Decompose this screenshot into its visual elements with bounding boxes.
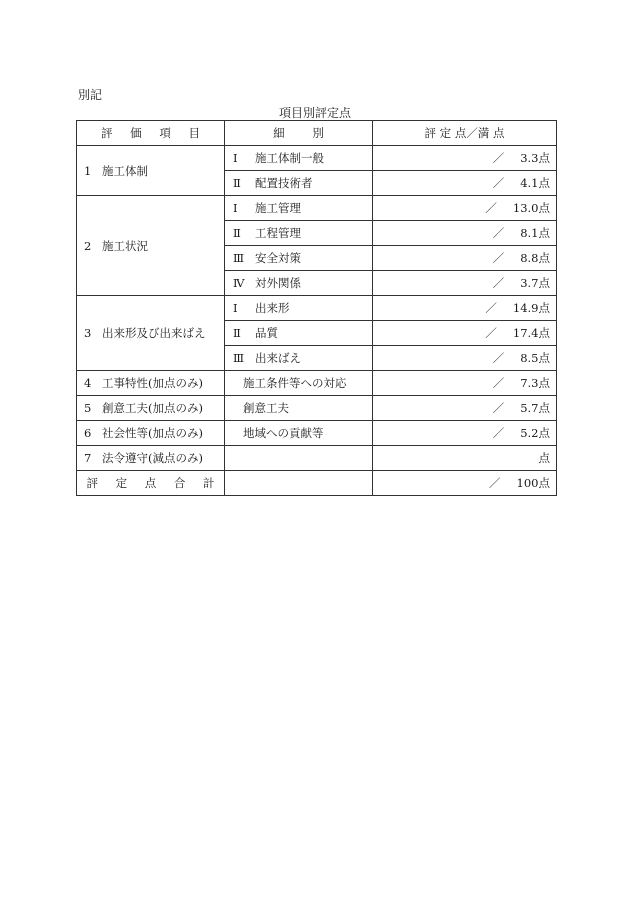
score-points: 13.0点: [512, 201, 550, 215]
score-points: 5.7点: [520, 401, 550, 415]
score-cell: [373, 296, 557, 321]
detail-label: 配置技術者: [255, 176, 313, 190]
total-label: 評 定 点 合 計: [77, 471, 225, 496]
roman-numeral: Ⅱ: [233, 326, 241, 340]
roman-numeral: Ⅳ: [233, 276, 245, 290]
total-points: 100点: [516, 476, 550, 490]
detail-label: 安全対策: [255, 251, 301, 265]
table-row: [77, 421, 557, 446]
score-points: 点: [538, 451, 550, 465]
table-row: [77, 396, 557, 421]
score-cell: [373, 446, 557, 471]
detail-cell: [225, 346, 373, 371]
score-points: 7.3点: [520, 376, 550, 390]
score-slash: ／: [492, 276, 505, 290]
category-cell: [77, 146, 225, 196]
score-cell: [373, 146, 557, 171]
table-row: [77, 146, 557, 171]
score-points: 8.8点: [520, 251, 550, 265]
score-cell: [373, 396, 557, 421]
category-cell: [77, 396, 225, 421]
score-cell: [373, 346, 557, 371]
category-name: 社会性等(加点のみ): [102, 426, 203, 440]
category-cell: [77, 296, 225, 371]
detail-cell: [225, 221, 373, 246]
category-cell: [77, 421, 225, 446]
score-slash: ／: [492, 351, 505, 365]
score-points: 8.5点: [520, 351, 550, 365]
total-detail-cell: [225, 471, 373, 496]
category-number: 1: [84, 163, 92, 178]
table-row: [77, 371, 557, 396]
total-row: [77, 471, 557, 496]
detail-label: 創意工夫: [225, 396, 373, 421]
roman-numeral: Ⅰ: [233, 301, 238, 315]
detail-label: 出来形: [255, 301, 290, 315]
roman-numeral: Ⅰ: [233, 201, 238, 215]
score-slash: ／: [492, 401, 505, 415]
score-table: [76, 120, 557, 496]
header-category: 評 価 項 目: [77, 121, 225, 146]
detail-cell: [225, 321, 373, 346]
score-cell: [373, 171, 557, 196]
table-row: [77, 296, 557, 321]
category-cell: [77, 446, 225, 471]
header-detail: 細 別: [225, 121, 373, 146]
category-name: 出来形及び出来ばえ: [102, 326, 206, 340]
roman-numeral: Ⅲ: [233, 351, 245, 365]
detail-cell: [225, 171, 373, 196]
score-slash: ／: [492, 251, 505, 265]
category-cell: [77, 196, 225, 296]
detail-label: 品質: [255, 326, 278, 340]
roman-numeral: Ⅱ: [233, 226, 241, 240]
score-points: 8.1点: [520, 226, 550, 240]
score-slash: ／: [492, 176, 505, 190]
page-label: 別記: [78, 88, 103, 102]
table-header-row: [77, 121, 557, 146]
score-cell: [373, 221, 557, 246]
category-number: 2: [84, 238, 92, 253]
detail-cell: [225, 271, 373, 296]
detail-label: 施工体制一般: [255, 151, 324, 165]
score-points: 14.9点: [512, 301, 550, 315]
score-slash: ／: [492, 151, 505, 165]
category-number: 3: [84, 326, 92, 340]
page-title: 項目別評定点: [278, 106, 351, 120]
detail-label: 施工管理: [255, 201, 301, 215]
score-points: 5.2点: [520, 426, 550, 440]
score-cell: [373, 271, 557, 296]
detail-cell: [225, 146, 373, 171]
detail-cell: [225, 296, 373, 321]
category-name: 施工状況: [102, 238, 148, 253]
score-cell: [373, 246, 557, 271]
category-number: 5: [84, 401, 92, 415]
detail-cell: [225, 246, 373, 271]
category-number: 7: [84, 451, 92, 465]
category-number: 6: [84, 426, 92, 440]
category-name: 施工体制: [102, 163, 148, 178]
detail-label: 対外関係: [255, 276, 301, 290]
score-slash: ／: [489, 476, 501, 490]
detail-label: 工程管理: [255, 226, 301, 240]
table-row: [77, 446, 557, 471]
header-score: 評 定 点／満 点: [373, 121, 557, 146]
score-cell: [373, 421, 557, 446]
detail-label: 出来ばえ: [255, 351, 301, 365]
score-slash: ／: [485, 326, 497, 340]
score-cell: [373, 371, 557, 396]
score-cell: [373, 196, 557, 221]
score-points: 4.1点: [520, 176, 550, 190]
total-score-cell: [373, 471, 557, 496]
score-points: 3.3点: [520, 151, 550, 165]
detail-label: 地域への貢献等: [225, 421, 373, 446]
category-name: 創意工夫(加点のみ): [102, 401, 203, 415]
score-slash: ／: [492, 376, 505, 390]
score-points: 17.4点: [512, 326, 550, 340]
detail-label: [225, 446, 373, 471]
category-name: 工事特性(加点のみ): [102, 376, 203, 390]
score-slash: ／: [485, 301, 497, 315]
score-slash: ／: [492, 226, 505, 240]
detail-cell: [225, 196, 373, 221]
score-points: 3.7点: [520, 276, 550, 290]
roman-numeral: Ⅰ: [233, 151, 238, 165]
roman-numeral: Ⅱ: [233, 176, 241, 190]
table-row: [77, 196, 557, 221]
category-name: 法令遵守(減点のみ): [102, 451, 203, 465]
score-cell: [373, 321, 557, 346]
category-cell: [77, 371, 225, 396]
category-number: 4: [84, 376, 92, 390]
detail-label: 施工条件等への対応: [225, 371, 373, 396]
score-slash: ／: [485, 201, 497, 215]
score-slash: ／: [492, 426, 505, 440]
roman-numeral: Ⅲ: [233, 251, 245, 265]
